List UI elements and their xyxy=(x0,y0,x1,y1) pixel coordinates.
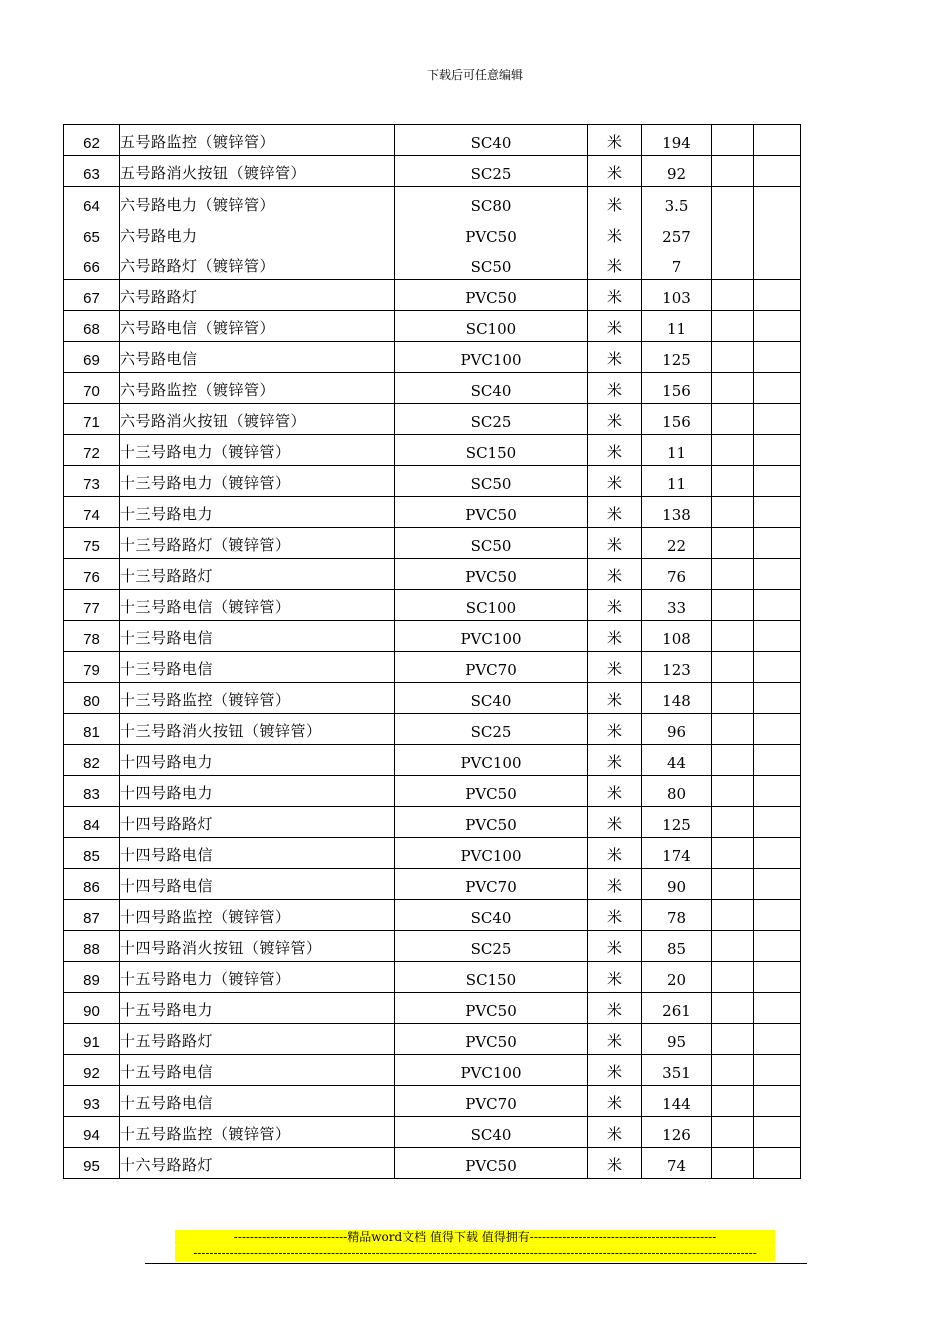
item-quantity: 11 xyxy=(642,311,712,342)
item-spec: SC25 xyxy=(395,931,588,962)
empty-cell-b xyxy=(754,342,801,373)
empty-cell-b xyxy=(754,497,801,528)
table-row xyxy=(64,590,801,621)
row-number: 83 xyxy=(64,776,120,807)
empty-cell-a xyxy=(712,187,754,218)
item-name: 十三号路电力（镀锌管） xyxy=(120,435,395,466)
item-quantity: 11 xyxy=(642,466,712,497)
empty-cell-b xyxy=(754,1086,801,1117)
empty-cell-b xyxy=(754,1024,801,1055)
item-quantity: 148 xyxy=(642,683,712,714)
table-row xyxy=(64,156,801,187)
item-spec: SC80 xyxy=(395,187,588,218)
empty-cell-b xyxy=(754,125,801,156)
row-number: 80 xyxy=(64,683,120,714)
empty-cell-b xyxy=(754,1117,801,1148)
empty-cell-b xyxy=(754,869,801,900)
item-unit: 米 xyxy=(588,373,642,404)
table-row xyxy=(64,683,801,714)
item-unit: 米 xyxy=(588,621,642,652)
empty-cell-b xyxy=(754,807,801,838)
empty-cell-a xyxy=(712,156,754,187)
empty-cell-b xyxy=(754,993,801,1024)
table-row xyxy=(64,342,801,373)
item-quantity: 92 xyxy=(642,156,712,187)
item-spec: SC25 xyxy=(395,156,588,187)
item-spec: PVC50 xyxy=(395,993,588,1024)
empty-cell-b xyxy=(754,218,801,249)
table-row xyxy=(64,435,801,466)
empty-cell-a xyxy=(712,1117,754,1148)
item-unit: 米 xyxy=(588,528,642,559)
table-row xyxy=(64,218,801,249)
empty-cell-a xyxy=(712,776,754,807)
row-number: 77 xyxy=(64,590,120,621)
row-number: 82 xyxy=(64,745,120,776)
row-number: 70 xyxy=(64,373,120,404)
item-unit: 米 xyxy=(588,838,642,869)
item-quantity: 156 xyxy=(642,404,712,435)
item-unit: 米 xyxy=(588,218,642,249)
row-number: 93 xyxy=(64,1086,120,1117)
item-name: 十五号路电力（镀锌管） xyxy=(120,962,395,993)
item-quantity: 80 xyxy=(642,776,712,807)
item-quantity: 126 xyxy=(642,1117,712,1148)
row-number: 75 xyxy=(64,528,120,559)
item-spec: PVC100 xyxy=(395,745,588,776)
item-name: 六号路路灯（镀锌管） xyxy=(120,249,395,280)
item-unit: 米 xyxy=(588,466,642,497)
item-spec: SC40 xyxy=(395,1117,588,1148)
item-spec: SC50 xyxy=(395,249,588,280)
item-name: 五号路监控（镀锌管） xyxy=(120,125,395,156)
table-row xyxy=(64,993,801,1024)
table-row xyxy=(64,497,801,528)
table-row xyxy=(64,311,801,342)
table-row xyxy=(64,249,801,280)
item-name: 六号路电信（镀锌管） xyxy=(120,311,395,342)
empty-cell-b xyxy=(754,435,801,466)
footer-banner-line-2: ------------------------------------------------------------------------------------------------------------------------------------------- xyxy=(175,1246,775,1261)
row-number: 87 xyxy=(64,900,120,931)
table-row xyxy=(64,280,801,311)
item-name: 十三号路电力（镀锌管） xyxy=(120,466,395,497)
table-row xyxy=(64,1024,801,1055)
empty-cell-a xyxy=(712,993,754,1024)
table-row xyxy=(64,621,801,652)
row-number: 69 xyxy=(64,342,120,373)
table-row xyxy=(64,869,801,900)
empty-cell-b xyxy=(754,745,801,776)
item-name: 十六号路路灯 xyxy=(120,1148,395,1179)
item-spec: PVC100 xyxy=(395,342,588,373)
item-quantity: 22 xyxy=(642,528,712,559)
row-number: 89 xyxy=(64,962,120,993)
item-spec: PVC50 xyxy=(395,280,588,311)
table-row xyxy=(64,900,801,931)
empty-cell-b xyxy=(754,373,801,404)
empty-cell-a xyxy=(712,807,754,838)
empty-cell-b xyxy=(754,249,801,280)
table-row xyxy=(64,373,801,404)
item-quantity: 138 xyxy=(642,497,712,528)
empty-cell-b xyxy=(754,714,801,745)
item-name: 十四号路监控（镀锌管） xyxy=(120,900,395,931)
item-unit: 米 xyxy=(588,1055,642,1086)
item-name: 十三号路电力 xyxy=(120,497,395,528)
row-number: 90 xyxy=(64,993,120,1024)
empty-cell-a xyxy=(712,590,754,621)
item-unit: 米 xyxy=(588,435,642,466)
item-spec: SC40 xyxy=(395,125,588,156)
item-unit: 米 xyxy=(588,311,642,342)
item-name: 十五号路监控（镀锌管） xyxy=(120,1117,395,1148)
item-name: 十五号路路灯 xyxy=(120,1024,395,1055)
item-name: 六号路路灯 xyxy=(120,280,395,311)
footer-banner-line-1: ----------------------------精品word文档 值得下载 值得拥有---------------------------------------------- xyxy=(175,1230,775,1245)
empty-cell-a xyxy=(712,311,754,342)
empty-cell-b xyxy=(754,838,801,869)
item-name: 十三号路消火按钮（镀锌管） xyxy=(120,714,395,745)
item-spec: PVC50 xyxy=(395,1148,588,1179)
item-unit: 米 xyxy=(588,652,642,683)
item-unit: 米 xyxy=(588,869,642,900)
item-quantity: 7 xyxy=(642,249,712,280)
empty-cell-a xyxy=(712,1086,754,1117)
item-unit: 米 xyxy=(588,404,642,435)
row-number: 92 xyxy=(64,1055,120,1086)
empty-cell-a xyxy=(712,900,754,931)
empty-cell-b xyxy=(754,621,801,652)
item-name: 六号路电力（镀锌管） xyxy=(120,187,395,218)
item-quantity: 125 xyxy=(642,342,712,373)
table-row xyxy=(64,187,801,218)
item-name: 十五号路电力 xyxy=(120,993,395,1024)
row-number: 65 xyxy=(64,218,120,249)
item-spec: SC40 xyxy=(395,373,588,404)
empty-cell-b xyxy=(754,776,801,807)
item-quantity: 96 xyxy=(642,714,712,745)
item-quantity: 74 xyxy=(642,1148,712,1179)
item-quantity: 103 xyxy=(642,280,712,311)
item-name: 十四号路电力 xyxy=(120,776,395,807)
item-name: 十三号路路灯 xyxy=(120,559,395,590)
table-row xyxy=(64,652,801,683)
item-spec: PVC70 xyxy=(395,1086,588,1117)
item-unit: 米 xyxy=(588,900,642,931)
empty-cell-b xyxy=(754,187,801,218)
item-spec: SC150 xyxy=(395,435,588,466)
table-row xyxy=(64,776,801,807)
materials-table xyxy=(63,124,801,1179)
page-header: 下载后可任意编辑 xyxy=(426,68,523,82)
item-spec: PVC50 xyxy=(395,807,588,838)
item-unit: 米 xyxy=(588,280,642,311)
item-unit: 米 xyxy=(588,1148,642,1179)
item-unit: 米 xyxy=(588,683,642,714)
row-number: 67 xyxy=(64,280,120,311)
item-quantity: 20 xyxy=(642,962,712,993)
row-number: 63 xyxy=(64,156,120,187)
empty-cell-b xyxy=(754,404,801,435)
item-name: 十三号路电信 xyxy=(120,621,395,652)
table-row xyxy=(64,559,801,590)
item-unit: 米 xyxy=(588,714,642,745)
empty-cell-b xyxy=(754,1055,801,1086)
item-name: 十四号路路灯 xyxy=(120,807,395,838)
empty-cell-b xyxy=(754,683,801,714)
table-row xyxy=(64,466,801,497)
item-name: 五号路消火按钮（镀锌管） xyxy=(120,156,395,187)
empty-cell-b xyxy=(754,466,801,497)
item-quantity: 78 xyxy=(642,900,712,931)
item-unit: 米 xyxy=(588,993,642,1024)
empty-cell-a xyxy=(712,466,754,497)
row-number: 72 xyxy=(64,435,120,466)
item-name: 十四号路消火按钮（镀锌管） xyxy=(120,931,395,962)
empty-cell-b xyxy=(754,156,801,187)
item-quantity: 95 xyxy=(642,1024,712,1055)
item-spec: PVC50 xyxy=(395,776,588,807)
item-name: 十五号路电信 xyxy=(120,1055,395,1086)
item-spec: PVC70 xyxy=(395,652,588,683)
item-spec: SC25 xyxy=(395,404,588,435)
row-number: 79 xyxy=(64,652,120,683)
item-unit: 米 xyxy=(588,745,642,776)
empty-cell-a xyxy=(712,404,754,435)
empty-cell-a xyxy=(712,1024,754,1055)
row-number: 78 xyxy=(64,621,120,652)
item-unit: 米 xyxy=(588,249,642,280)
row-number: 68 xyxy=(64,311,120,342)
item-spec: PVC50 xyxy=(395,559,588,590)
item-unit: 米 xyxy=(588,559,642,590)
table-body xyxy=(64,125,801,1179)
empty-cell-a xyxy=(712,528,754,559)
item-quantity: 76 xyxy=(642,559,712,590)
item-quantity: 90 xyxy=(642,869,712,900)
row-number: 66 xyxy=(64,249,120,280)
item-unit: 米 xyxy=(588,187,642,218)
item-quantity: 11 xyxy=(642,435,712,466)
empty-cell-a xyxy=(712,373,754,404)
row-number: 91 xyxy=(64,1024,120,1055)
table-row xyxy=(64,404,801,435)
table-row xyxy=(64,1148,801,1179)
item-spec: PVC100 xyxy=(395,621,588,652)
item-spec: PVC70 xyxy=(395,869,588,900)
item-quantity: 144 xyxy=(642,1086,712,1117)
item-spec: PVC100 xyxy=(395,838,588,869)
empty-cell-a xyxy=(712,280,754,311)
item-spec: SC50 xyxy=(395,528,588,559)
empty-cell-a xyxy=(712,683,754,714)
item-quantity: 125 xyxy=(642,807,712,838)
empty-cell-a xyxy=(712,342,754,373)
item-quantity: 123 xyxy=(642,652,712,683)
empty-cell-a xyxy=(712,931,754,962)
empty-cell-a xyxy=(712,838,754,869)
empty-cell-a xyxy=(712,621,754,652)
item-quantity: 108 xyxy=(642,621,712,652)
item-name: 十四号路电力 xyxy=(120,745,395,776)
row-number: 86 xyxy=(64,869,120,900)
empty-cell-a xyxy=(712,125,754,156)
row-number: 95 xyxy=(64,1148,120,1179)
item-unit: 米 xyxy=(588,1117,642,1148)
empty-cell-a xyxy=(712,652,754,683)
item-unit: 米 xyxy=(588,156,642,187)
empty-cell-b xyxy=(754,652,801,683)
item-name: 十四号路电信 xyxy=(120,838,395,869)
item-unit: 米 xyxy=(588,1024,642,1055)
empty-cell-a xyxy=(712,1055,754,1086)
row-number: 74 xyxy=(64,497,120,528)
table-row xyxy=(64,1086,801,1117)
item-unit: 米 xyxy=(588,125,642,156)
row-number: 71 xyxy=(64,404,120,435)
item-unit: 米 xyxy=(588,962,642,993)
empty-cell-b xyxy=(754,559,801,590)
empty-cell-a xyxy=(712,559,754,590)
empty-cell-b xyxy=(754,280,801,311)
item-unit: 米 xyxy=(588,931,642,962)
table-row xyxy=(64,1055,801,1086)
item-quantity: 156 xyxy=(642,373,712,404)
item-quantity: 44 xyxy=(642,745,712,776)
table-row xyxy=(64,528,801,559)
item-name: 十三号路路灯（镀锌管） xyxy=(120,528,395,559)
item-unit: 米 xyxy=(588,497,642,528)
item-quantity: 3.5 xyxy=(642,187,712,218)
item-spec: SC40 xyxy=(395,900,588,931)
item-quantity: 174 xyxy=(642,838,712,869)
row-number: 62 xyxy=(64,125,120,156)
item-spec: PVC100 xyxy=(395,1055,588,1086)
item-spec: PVC50 xyxy=(395,1024,588,1055)
row-number: 84 xyxy=(64,807,120,838)
empty-cell-b xyxy=(754,900,801,931)
empty-cell-a xyxy=(712,497,754,528)
table-row xyxy=(64,807,801,838)
row-number: 76 xyxy=(64,559,120,590)
item-unit: 米 xyxy=(588,342,642,373)
item-spec: SC40 xyxy=(395,683,588,714)
item-quantity: 194 xyxy=(642,125,712,156)
table-row xyxy=(64,931,801,962)
item-name: 六号路监控（镀锌管） xyxy=(120,373,395,404)
item-name: 十三号路电信 xyxy=(120,652,395,683)
table-row xyxy=(64,1117,801,1148)
table-row xyxy=(64,838,801,869)
item-spec: SC150 xyxy=(395,962,588,993)
table-row xyxy=(64,714,801,745)
item-quantity: 351 xyxy=(642,1055,712,1086)
item-quantity: 257 xyxy=(642,218,712,249)
item-unit: 米 xyxy=(588,1086,642,1117)
footer-rule xyxy=(145,1263,807,1264)
table-row xyxy=(64,745,801,776)
item-name: 十三号路电信（镀锌管） xyxy=(120,590,395,621)
table-row xyxy=(64,962,801,993)
empty-cell-a xyxy=(712,435,754,466)
row-number: 85 xyxy=(64,838,120,869)
row-number: 88 xyxy=(64,931,120,962)
empty-cell-b xyxy=(754,962,801,993)
item-spec: SC100 xyxy=(395,311,588,342)
item-quantity: 85 xyxy=(642,931,712,962)
row-number: 64 xyxy=(64,187,120,218)
item-spec: SC25 xyxy=(395,714,588,745)
empty-cell-b xyxy=(754,590,801,621)
empty-cell-b xyxy=(754,311,801,342)
table-row xyxy=(64,125,801,156)
item-name: 六号路电信 xyxy=(120,342,395,373)
row-number: 94 xyxy=(64,1117,120,1148)
item-name: 十四号路电信 xyxy=(120,869,395,900)
item-unit: 米 xyxy=(588,590,642,621)
empty-cell-a xyxy=(712,1148,754,1179)
empty-cell-b xyxy=(754,1148,801,1179)
empty-cell-a xyxy=(712,249,754,280)
empty-cell-a xyxy=(712,745,754,776)
item-quantity: 33 xyxy=(642,590,712,621)
item-spec: SC50 xyxy=(395,466,588,497)
empty-cell-b xyxy=(754,528,801,559)
row-number: 73 xyxy=(64,466,120,497)
empty-cell-b xyxy=(754,931,801,962)
item-name: 十三号路监控（镀锌管） xyxy=(120,683,395,714)
item-spec: PVC50 xyxy=(395,218,588,249)
item-quantity: 261 xyxy=(642,993,712,1024)
item-spec: SC100 xyxy=(395,590,588,621)
item-unit: 米 xyxy=(588,776,642,807)
item-name: 六号路电力 xyxy=(120,218,395,249)
empty-cell-a xyxy=(712,714,754,745)
row-number: 81 xyxy=(64,714,120,745)
empty-cell-a xyxy=(712,218,754,249)
item-name: 十五号路电信 xyxy=(120,1086,395,1117)
item-unit: 米 xyxy=(588,807,642,838)
item-spec: PVC50 xyxy=(395,497,588,528)
empty-cell-a xyxy=(712,869,754,900)
empty-cell-a xyxy=(712,962,754,993)
item-name: 六号路消火按钮（镀锌管） xyxy=(120,404,395,435)
